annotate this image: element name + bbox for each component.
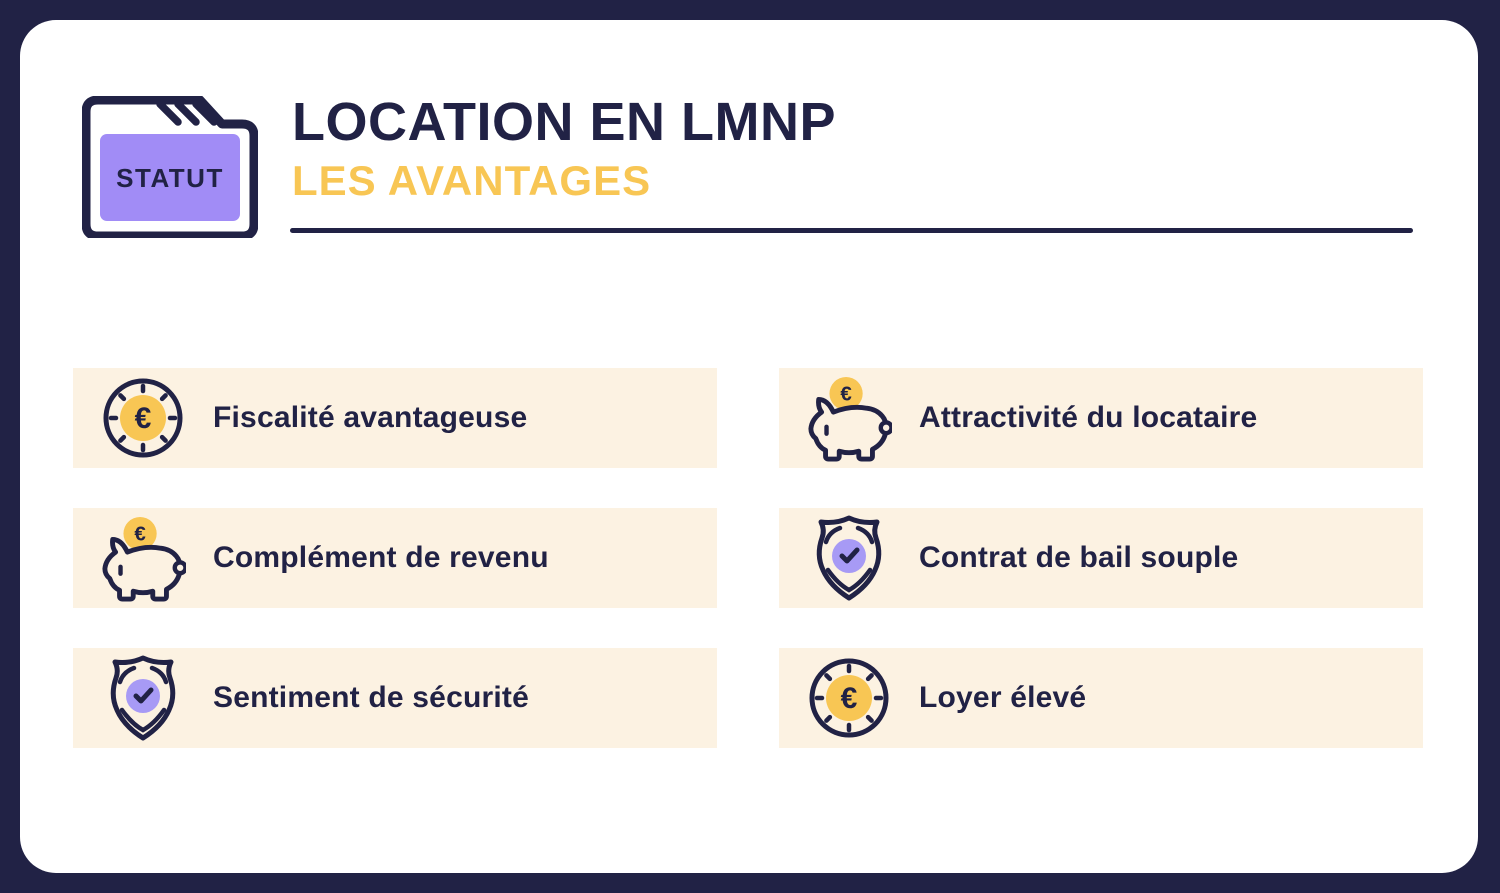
euro-symbol: € — [134, 402, 152, 435]
advantage-row — [73, 508, 717, 608]
advantage-label: Fiscalité avantageuse — [213, 401, 528, 434]
page-subtitle: LES AVANTAGES — [292, 157, 652, 204]
advantage-row — [73, 368, 717, 468]
advantage-label: Complément de revenu — [213, 541, 549, 574]
header-divider — [290, 228, 1413, 233]
shield-check-icon — [97, 648, 189, 748]
advantage-label: Sentiment de sécurité — [213, 681, 529, 714]
advantages-column-left — [73, 368, 717, 748]
advantage-row — [73, 648, 717, 748]
advantage-row — [779, 508, 1423, 608]
advantage-row — [779, 648, 1423, 748]
piggy-body — [811, 399, 886, 459]
page-title: LOCATION EN LMNP — [292, 92, 836, 152]
euro-symbol: € — [840, 382, 852, 406]
piggy-tail — [175, 562, 186, 573]
piggy-bank-icon — [803, 368, 895, 468]
euro-symbol: € — [134, 522, 146, 546]
euro-coin-icon — [97, 368, 189, 468]
advantage-label: Contrat de bail souple — [919, 541, 1239, 574]
piggy-tail — [881, 422, 892, 433]
advantage-label: Attractivité du locataire — [919, 401, 1258, 434]
advantage-row — [779, 368, 1423, 468]
statut-badge-label: STATUT — [116, 163, 224, 193]
euro-coin-icon — [803, 648, 895, 748]
piggy-bank-icon — [97, 508, 189, 608]
advantage-label: Loyer élevé — [919, 681, 1087, 714]
infographic-card — [20, 20, 1478, 873]
piggy-body — [105, 539, 180, 599]
shield-check-icon — [803, 508, 895, 608]
euro-symbol: € — [840, 682, 858, 715]
folder-statut-icon — [82, 96, 258, 238]
advantages-column-right — [779, 368, 1423, 748]
